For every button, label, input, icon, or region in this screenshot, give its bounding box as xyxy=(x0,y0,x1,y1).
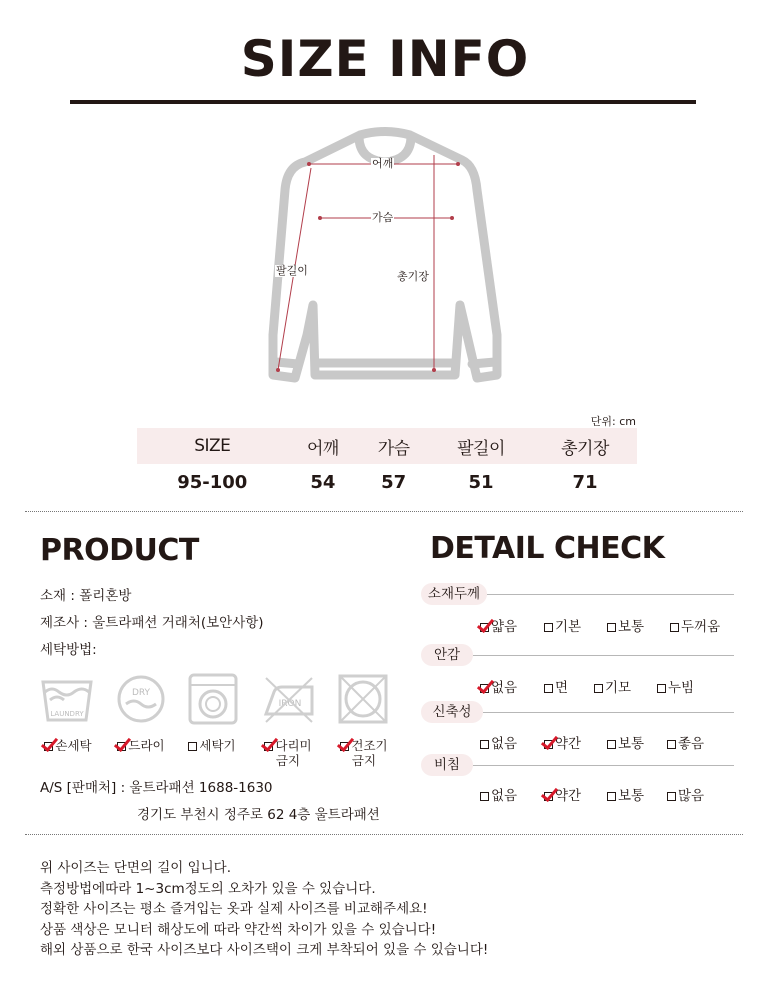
care-option-no-iron xyxy=(250,738,326,768)
option-label: 많음 xyxy=(678,788,705,804)
option-item xyxy=(594,676,631,696)
checkbox-icon xyxy=(667,740,676,749)
header-cell: 팔길이 xyxy=(429,428,533,464)
checkbox-icon xyxy=(667,792,676,801)
note-line: 상품 색상은 모니터 해상도에 따라 약간씩 차이가 있을 수 있습니다! xyxy=(40,921,437,938)
checkbox-icon xyxy=(188,742,197,751)
dry-clean-icon xyxy=(114,672,168,726)
option-item xyxy=(670,615,720,635)
option-label: 기본 xyxy=(555,619,582,635)
detail-row-line xyxy=(473,655,734,656)
detail-row-line xyxy=(483,712,734,713)
option-item xyxy=(544,784,581,804)
detail-label-sheerness: 비침 xyxy=(421,754,473,776)
sweatshirt-diagram xyxy=(255,120,515,410)
checkbox-icon xyxy=(670,623,679,632)
iron-icon-text: IRON xyxy=(278,699,302,709)
checkbox-icon xyxy=(340,742,349,751)
section-divider xyxy=(25,834,743,835)
detail-label-thickness: 소재두께 xyxy=(421,583,487,605)
option-label: 없음 xyxy=(491,736,518,752)
option-item xyxy=(544,732,581,752)
care-option-no-dryer xyxy=(326,738,402,768)
checkbox-icon xyxy=(480,792,489,801)
checkbox-icon xyxy=(544,623,553,632)
table-cell: 54 xyxy=(310,471,336,493)
header-cell: 가슴 xyxy=(358,428,429,464)
checkbox-icon xyxy=(480,740,489,749)
option-label: 약간 xyxy=(555,736,582,752)
care-option-washer xyxy=(174,738,250,753)
chest-label: 가슴 xyxy=(372,211,394,224)
laundry-icon xyxy=(40,672,94,726)
option-label: 기모 xyxy=(605,680,632,696)
checkbox-icon xyxy=(607,792,616,801)
iron-icon xyxy=(262,672,316,726)
section-divider xyxy=(25,511,743,512)
product-heading: PRODUCT xyxy=(40,533,199,568)
note-line: 정확한 사이즈는 평소 즐겨입는 옷과 실제 사이즈를 비교해주세요! xyxy=(40,901,428,917)
checkbox-icon xyxy=(544,684,553,693)
sleeve-label: 팔길이 xyxy=(276,264,308,277)
page-title: SIZE INFO xyxy=(240,30,530,88)
detail-row-line xyxy=(473,765,734,766)
checkbox-icon xyxy=(44,742,53,751)
laundry-icon-text: LAUNDRY xyxy=(50,710,84,718)
detail-check-heading: DETAIL CHECK xyxy=(430,531,665,566)
option-item xyxy=(607,615,644,635)
table-cell: 95-100 xyxy=(177,471,248,493)
care-option-label: 다리미 xyxy=(275,738,312,753)
option-label: 보통 xyxy=(618,619,645,635)
table-cell: 71 xyxy=(572,471,598,493)
header-cell: 어깨 xyxy=(288,428,359,464)
checkbox-icon xyxy=(544,792,553,801)
care-option-label: 세탁기 xyxy=(199,738,236,753)
option-label: 면 xyxy=(555,680,569,696)
option-item xyxy=(480,732,517,752)
length-label: 총기장 xyxy=(397,270,429,283)
address-line: 경기도 부천시 정주로 62 4층 울트라패션 xyxy=(137,807,380,823)
checkbox-icon xyxy=(657,684,666,693)
care-option-label: 드라이 xyxy=(128,738,165,753)
care-option-label: 건조기 xyxy=(351,738,388,753)
option-label: 두꺼움 xyxy=(681,619,721,635)
wash-method-label: 세탁방법: xyxy=(40,642,97,658)
option-item xyxy=(657,676,694,696)
checkbox-icon xyxy=(480,684,489,693)
header-cell: SIZE xyxy=(137,428,288,464)
option-label: 보통 xyxy=(618,736,645,752)
option-item xyxy=(544,676,568,696)
option-item xyxy=(480,676,517,696)
tumble-dry-icon xyxy=(336,672,390,726)
option-item xyxy=(607,732,644,752)
option-item xyxy=(607,784,644,804)
checkbox-icon xyxy=(264,742,273,751)
option-label: 약간 xyxy=(555,788,582,804)
washing-machine-icon xyxy=(186,672,240,726)
option-label: 없음 xyxy=(491,788,518,804)
detail-label-stretch: 신축성 xyxy=(421,701,483,723)
care-option-label: 손세탁 xyxy=(55,738,92,753)
option-label: 없음 xyxy=(491,680,518,696)
care-option-dry-clean xyxy=(103,738,179,753)
checkbox-icon xyxy=(594,684,603,693)
note-line: 해외 상품으로 한국 사이즈보다 사이즈택이 크게 부착되어 있을 수 있습니다! xyxy=(40,942,489,958)
option-item xyxy=(544,615,581,635)
note-line: 측정방법에따라 1~3cm정도의 오차가 있을 수 있습니다. xyxy=(40,880,376,897)
option-label: 얇음 xyxy=(491,619,518,635)
detail-row-line xyxy=(487,594,734,595)
as-line: A/S [판매처] : 울트라패션 1688-1630 xyxy=(40,780,273,796)
table-cell: 51 xyxy=(468,471,494,493)
checkbox-icon xyxy=(480,623,489,632)
care-option-hand-wash xyxy=(30,738,106,753)
care-option-label-2: 금지 xyxy=(351,753,377,768)
care-option-label-2: 금지 xyxy=(275,753,301,768)
checkbox-icon xyxy=(607,623,616,632)
notes-block xyxy=(40,858,488,961)
size-table-header xyxy=(137,428,637,464)
option-item xyxy=(480,784,517,804)
maker-line: 제조사 : 울트라패션 거래처(보안사항) xyxy=(40,615,264,631)
option-item xyxy=(667,784,704,804)
option-label: 보통 xyxy=(618,788,645,804)
header-cell: 총기장 xyxy=(533,428,637,464)
title-divider xyxy=(70,100,696,104)
checkbox-icon xyxy=(117,742,126,751)
checkbox-icon xyxy=(607,740,616,749)
table-row xyxy=(137,464,637,500)
option-label: 누빔 xyxy=(668,680,695,696)
note-line: 위 사이즈는 단면의 길이 입니다. xyxy=(40,860,231,876)
option-label: 좋음 xyxy=(678,736,705,752)
dry-clean-icon-text: DRY xyxy=(131,688,151,698)
material-line: 소재 : 폴리혼방 xyxy=(40,588,132,604)
size-table xyxy=(137,428,637,500)
checkbox-icon xyxy=(544,740,553,749)
shoulder-label: 어깨 xyxy=(372,157,394,170)
option-item xyxy=(667,732,704,752)
unit-label: 단위: cm xyxy=(590,415,636,428)
detail-label-lining: 안감 xyxy=(421,644,473,666)
option-item xyxy=(480,615,517,635)
table-cell: 57 xyxy=(381,471,407,493)
